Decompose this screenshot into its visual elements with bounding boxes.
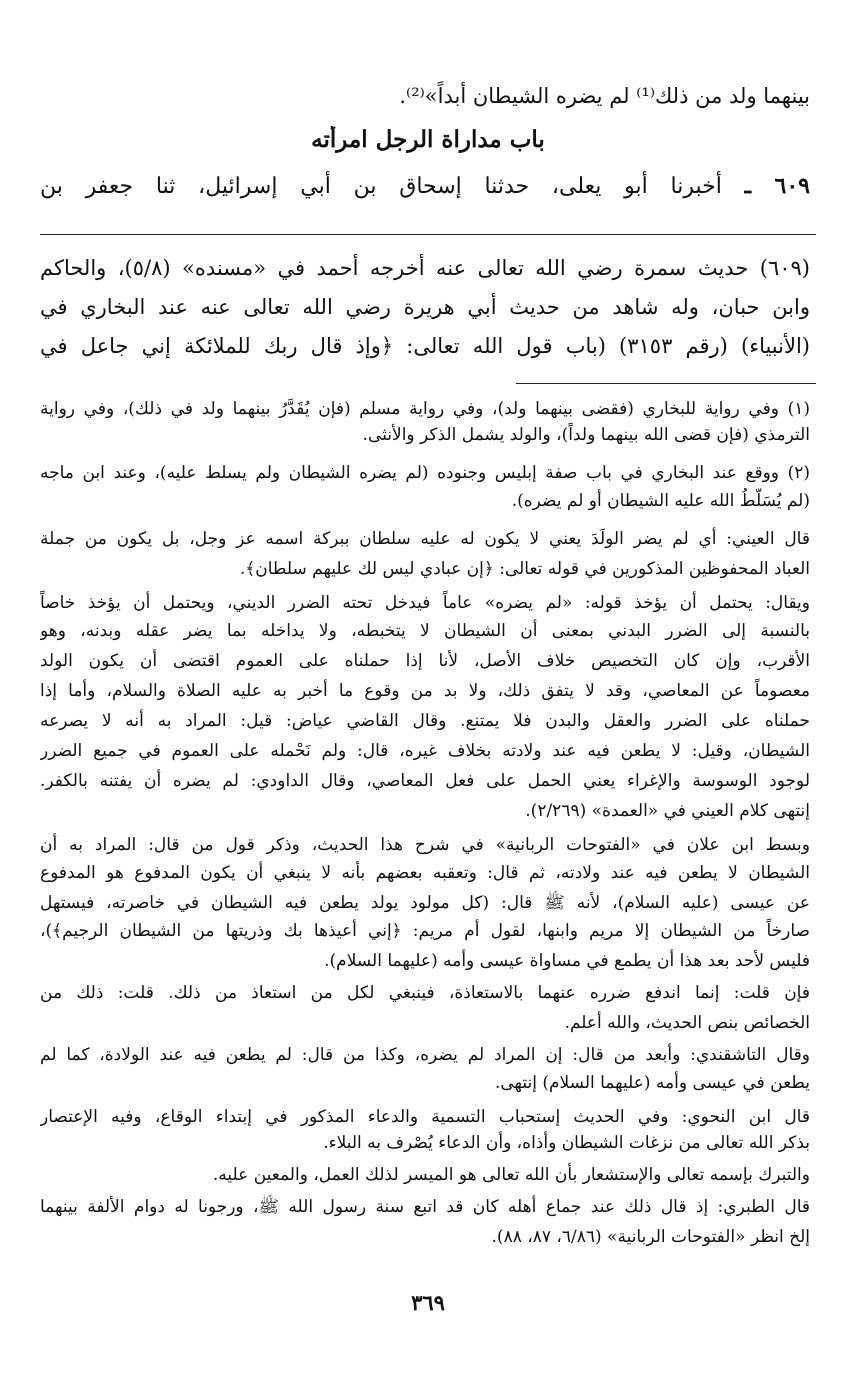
footnote-line: فإن قلت: إنما اندفع ضرره عنهما بالاستعاذة، فينبغي لكل من استعاذ من ذلك. قلت: ذلك من (40, 983, 810, 1003)
footnote-line: الأقرب، وإن كان التخصيص خلاف الأصل، لأنا إذا حملناه على العموم اقتضى أن يكون الولد (40, 651, 810, 671)
footnote-line: الشيطان، وقيل: لا يطعن فيه عند ولادته بخلاف غيره، قال: ولم نَحْمله على العموم في جميع الضرر (40, 741, 810, 761)
footnote-line: الشيطان لا يطعن فيه عند ولادته، ثم قال: وتعقبه بعضهم بأنه لا ينبغي أن يكون المدفوع هو المدفوع (40, 863, 810, 883)
takhrij-line: (الأنبياء) (رقم ٣١٥٣) (باب قول الله تعالى: ﴿وإذ قال ربك للملائكة إني جاعل في (40, 334, 810, 358)
footnote-line: معصوماً عن المعاصي، وقد لا يتفق ذلك، ولا بد من وقوع ما أخبر به عليه الصلاة والسلام، وأما إذا (40, 681, 810, 701)
footnote-line: يطعن في عيسى وأمه (عليهما السلام) إنتهى. (494, 1073, 810, 1093)
chapter-heading: باب مداراة الرجل امرأته (311, 126, 545, 153)
footnote-line: قال العيني: أي لم يضر الولَدَ يعني لا يكون له عليه سلطان ببركة اسمه عز وجل، بل يكون من جملة (40, 529, 810, 549)
footnote-line: والتبرك بإسمه تعالى والإستشعار بأن الله تعالى هو الميسر لذلك العمل، والمعين عليه. (212, 1165, 810, 1185)
footnote-line: فليس لأحد بعد هذا أن يطمع في مساواة عيسى وأمه (عليهما السلام). (324, 951, 810, 971)
footnote-line: (٢) ووقع عند البخاري في باب صفة إبليس وجنوده (لم يضره الشيطان ولم يسلط عليه)، وعند ابن ماجه (40, 463, 810, 483)
footnote-line: بذكر الله تعالى من نزغات الشيطان وأذاه، وأن الدعاء يُصْرف به البلاء. (323, 1133, 810, 1153)
hadith-number: ٦٠٩ ـ (744, 173, 810, 199)
takhrij-line: (٦٠٩) حديث سمرة رضي الله تعالى عنه أخرجه أحمد في «مسنده» (٥/٨)، والحاكم (40, 256, 810, 280)
footnote-line: العباد المحفوظين المذكورين في قوله تعالى: ﴿إن عبادي ليس لك عليهم سلطان﴾. (239, 559, 810, 579)
footnote-line: حملناه على الضرر والعقل والبدن فلا يمتنع. وقال القاضي عياض: قيل: المراد به أنه لا يصرعه (40, 711, 810, 731)
hadith-text: أخبرنا أبو يعلى، حدثنا إسحاق بن أبي إسرائيل، ثنا جعفر بن (40, 174, 722, 199)
footnote-line: بالنسبة إلى الضرر البدني بمعنى أن الشيطان لا يتخبطه، ولا يداخله بما يضر عقله وبدنه، وهو (40, 621, 810, 641)
hadith-609 (40, 170, 810, 203)
footnote-line: (لم يُسَلَّطُ الله عليه الشيطان أو لم يضره). (511, 491, 810, 511)
footnote-line: (١) وفي رواية للبخاري (فقضى بينهما ولد)، وفي رواية مسلم (فإن يُقَدَّرُ بينهما ولد في ذلك)، وفي رواية (40, 399, 810, 419)
footnote-line: قال ابن النحوي: وفي الحديث إستحباب التسمية والدعاء المذكور في إبتداء الوقاع، وفيه الإعتصار (40, 1107, 810, 1127)
footnote-line: الترمذي (فإن قضى الله بينهما ولداً)، والولد يشمل الذكر والأنثى. (362, 425, 810, 445)
footnote-divider (516, 383, 816, 384)
main-divider (40, 234, 816, 235)
footnote-line: إنتهى كلام العيني في «العمدة» (٢/٢٦٩). (525, 801, 810, 821)
footnote-line: الخصائص بنص الحديث، والله أعلم. (564, 1013, 810, 1033)
continuation-line: بينهما ولد من ذلك⁽¹⁾ لم يضره الشيطان أبداً»⁽²⁾. (399, 84, 810, 108)
footnote-line: ويقال: يحتمل أن يؤخذ قوله: «لم يضره» عاماً فيدخل تحته الضرر الديني، ويحتمل أن يؤخذ خاصاً (40, 593, 810, 613)
footnote-line: إلخ انظر «الفتوحات الربانية» (٦/٨٦، ٨٧، ٨٨). (491, 1227, 810, 1247)
footnote-line: وبسط ابن علان في «الفتوحات الربانية» في شرح هذا الحديث، وذكر قول من قال: المراد به أن (40, 835, 810, 855)
footnote-line: عن عيسى (عليه السلام)، لأنه ﷺ قال: (كل مولود يولد يطعن فيه الشيطان في خاصرته، فيستهل (40, 893, 810, 913)
footnote-line: صارخاً من الشيطان إلا مريم وابنها، لقول أم مريم: ﴿إني أعيذها بك وذريتها من الشيطان الرجيم﴾)، (40, 921, 810, 941)
page-number: ٣٦٩ (411, 1290, 445, 1315)
footnote-line: وقال التاشقندي: وأبعد من قال: إن المراد لم يضره، وكذا من قال: لم يطعن فيه عند الولادة، كما لم (40, 1045, 810, 1065)
footnote-line: لوجود الوسوسة والإغراء يعني الحمل على فعل المعاصي، وقال الداودي: لم يضره أن يفتنه بالكفر. (40, 771, 810, 791)
footnote-line: قال الطبري: إذ قال ذلك عند جماع أهله كان قد اتبع سنة رسول الله ﷺ، ورجونا له دوام الألفة بينهما (40, 1197, 810, 1217)
takhrij-line: وابن حبان، وله شاهد من حديث أبي هريرة رضي الله تعالى عنه عند البخاري في (40, 295, 810, 319)
